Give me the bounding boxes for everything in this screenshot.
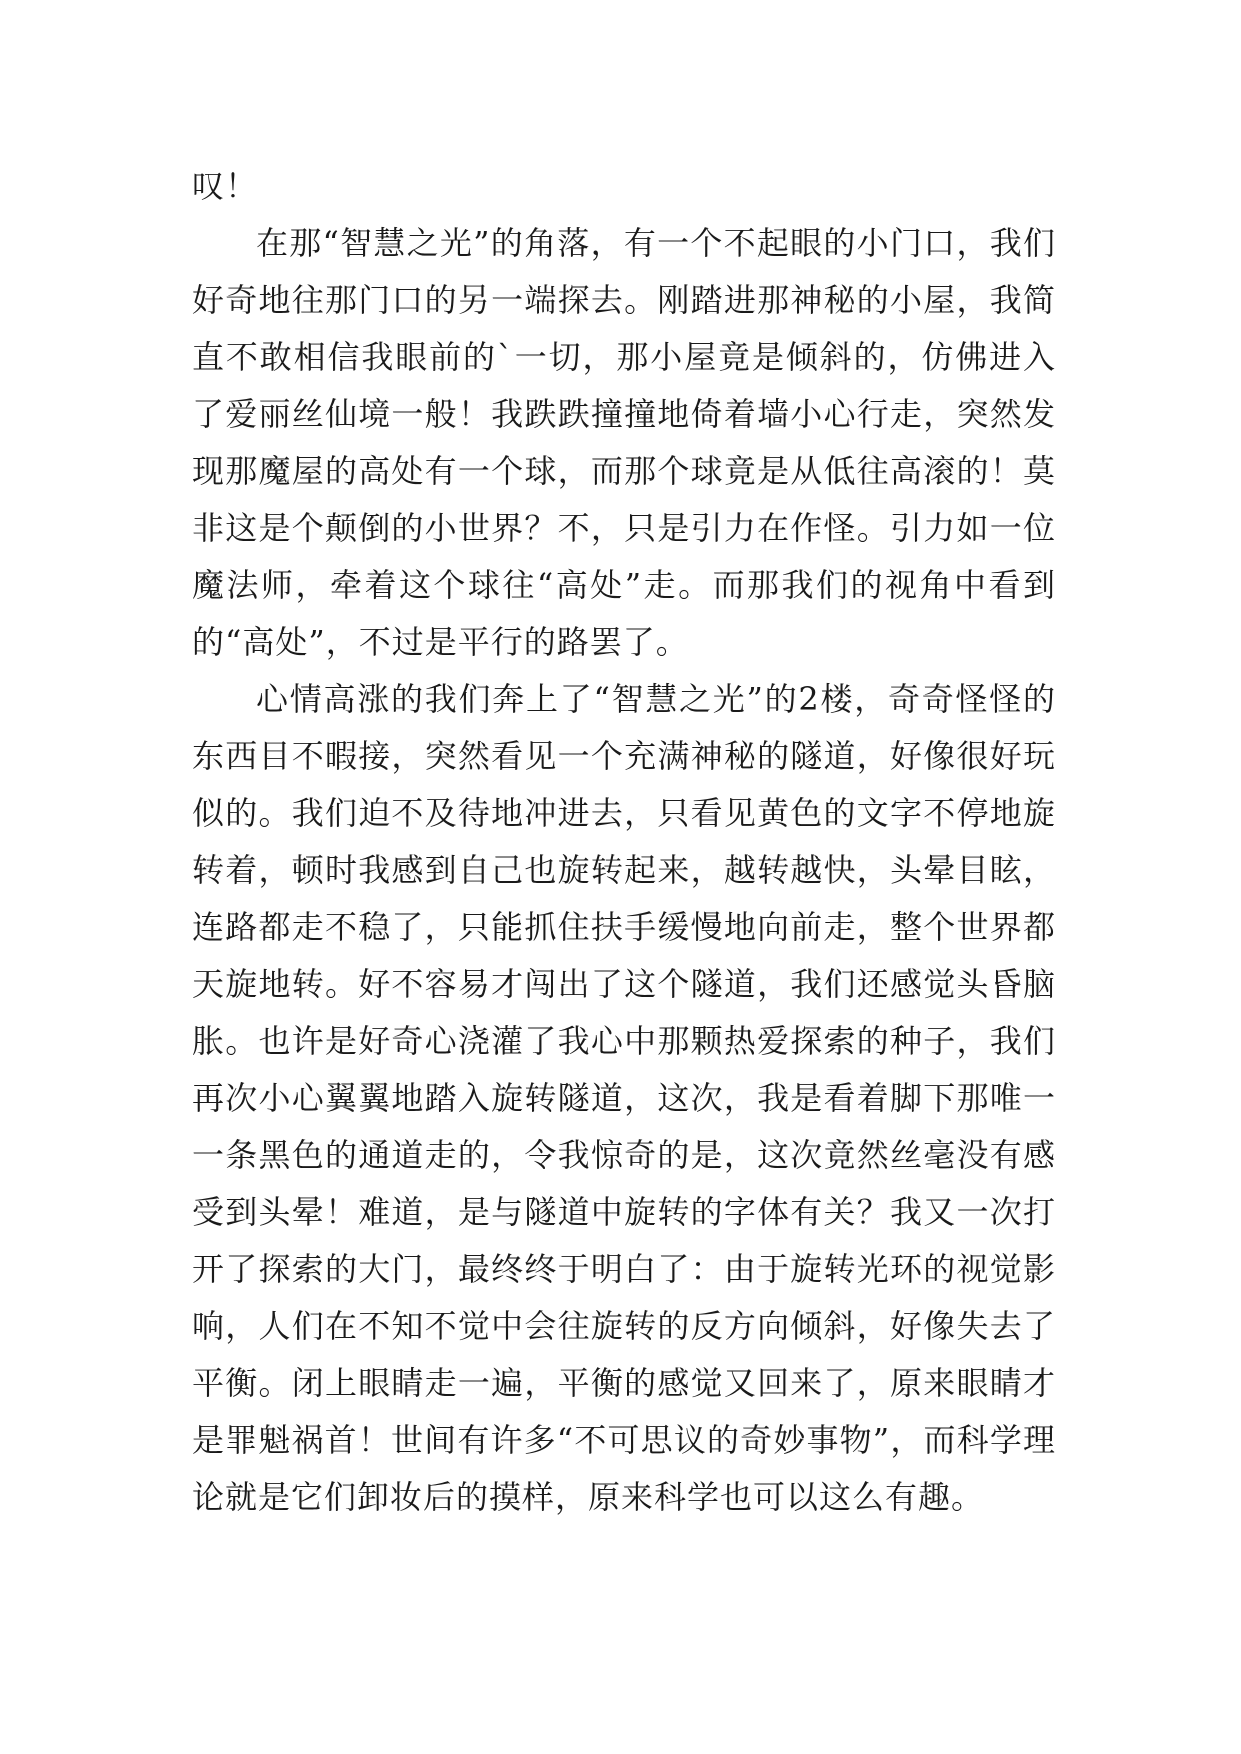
paragraph-1: 叹！	[192, 167, 259, 205]
document-body	[192, 158, 1056, 1526]
paragraph-2: 在那“智慧之光”的角落，有一个不起眼的小门口，我们好奇地往那门口的另一端探去。刚踏进那神秘的小屋，我简直不敢相信我眼前的`一切，那小屋竟是倾斜的，仿佛进入了爱丽丝仙境一般！我跌跌撞撞地倚着墙小心行走，突然发现那魔屋的高处有一个球，而那个球竟是从低往高滚的！莫非这是个颠倒的小世界？不，只是引力在作怪。引力如一位魔法师，牵着这个球往“高处”走。而那我们的视角中看到的“高处”，不过是平行的路罢了。	[192, 224, 1056, 661]
paragraph-3: 心情高涨的我们奔上了“智慧之光”的2楼，奇奇怪怪的东西目不暇接，突然看见一个充满神秘的隧道，好像很好玩似的。我们迫不及待地冲进去，只看见黄色的文字不停地旋转着，顿时我感到自己也旋转起来，越转越快，头晕目眩，连路都走不稳了，只能抓住扶手缓慢地向前走，整个世界都天旋地转。好不容易才闯出了这个隧道，我们还感觉头昏脑胀。也许是好奇心浇灌了我心中那颗热爱探索的种子，我们再次小心翼翼地踏入旋转隧道，这次，我是看着脚下那唯一一条黑色的通道走的，令我惊奇的是，这次竟然丝毫没有感受到头晕！难道，是与隧道中旋转的字体有关？我又一次打开了探索的大门，最终终于明白了：由于旋转光环的视觉影响，人们在不知不觉中会往旋转的反方向倾斜，好像失去了平衡。闭上眼睛走一遍，平衡的感觉又回来了，原来眼睛才是罪魁祸首！世间有许多“不可思议的奇妙事物”，而科学理论就是它们卸妆后的摸样，原来科学也可以这么有趣。	[192, 680, 1056, 1516]
